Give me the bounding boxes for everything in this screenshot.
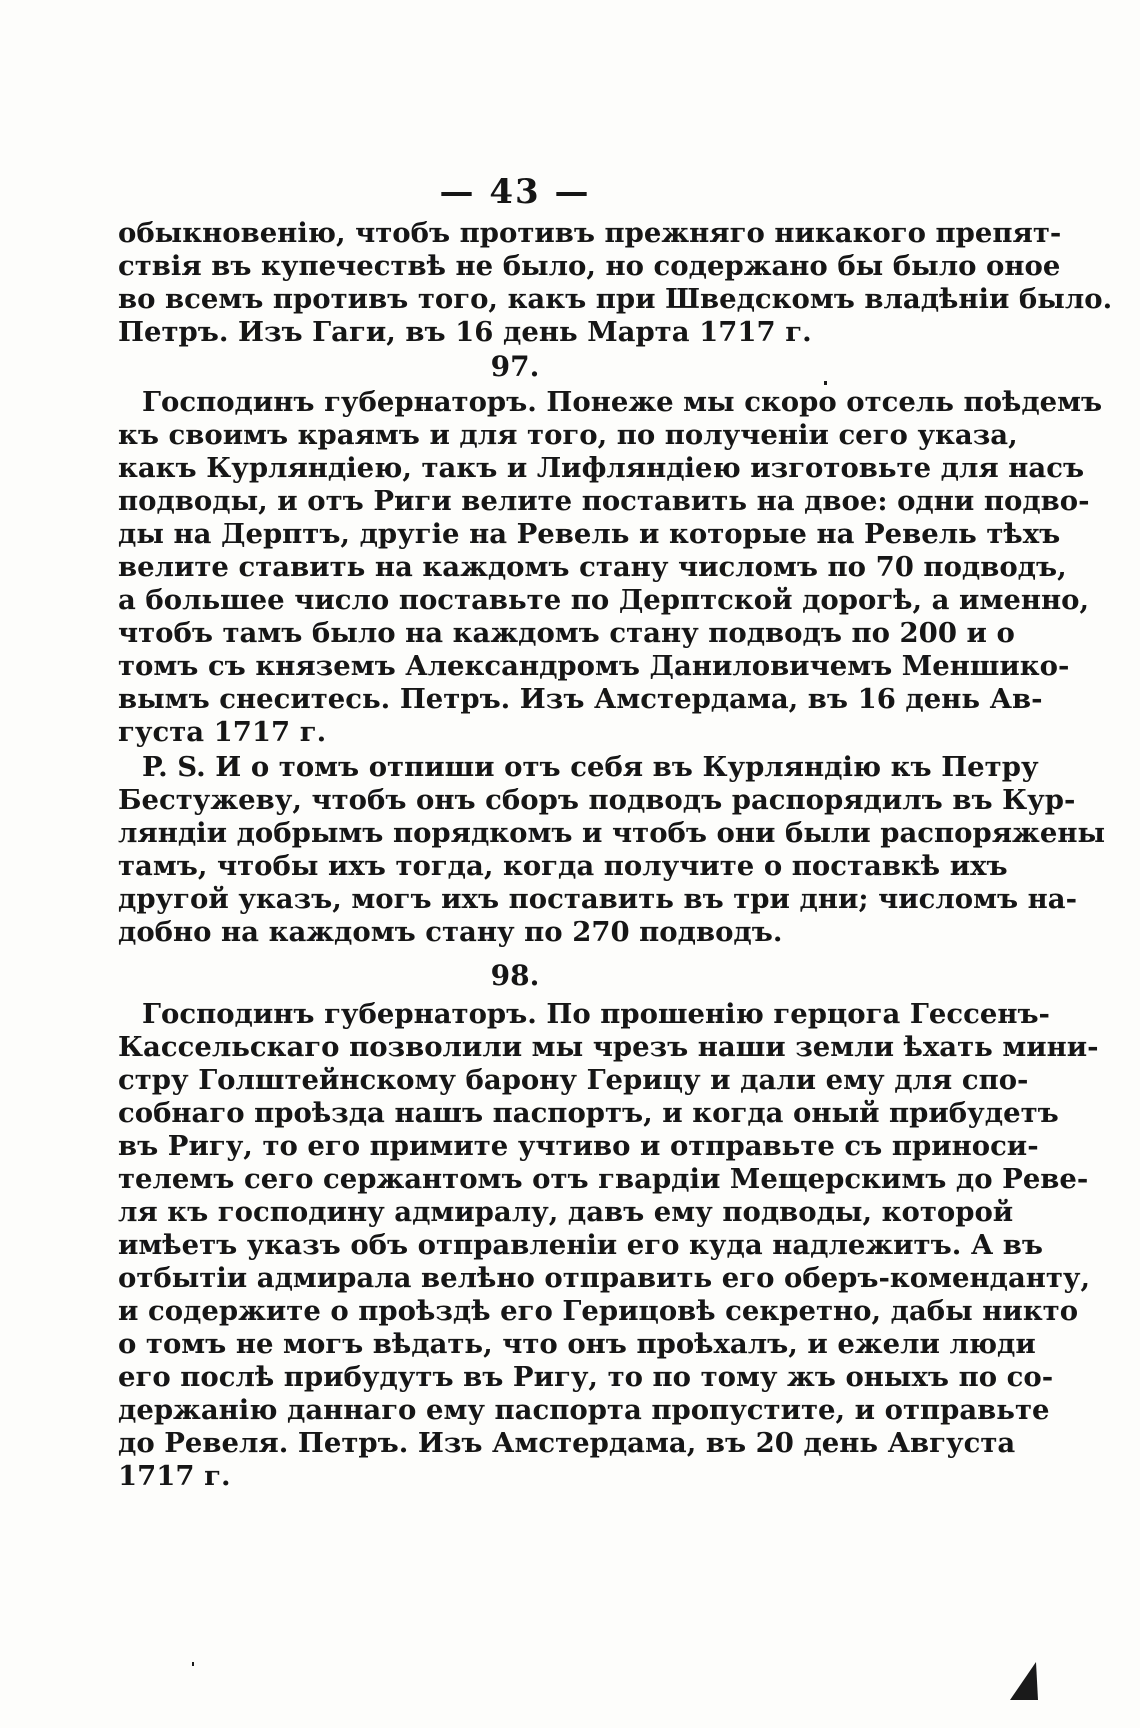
text-line: Кассельскаго позволили мы чрезъ наши земли ѣхать мини- [118, 1031, 1099, 1063]
text-line: велите ставить на каждомъ стану числомъ по 70 подводъ, [118, 551, 1067, 583]
text-line: Бестужеву, чтобъ онъ сборъ подводъ распорядилъ въ Кур- [118, 784, 1076, 816]
text-line: другой указъ, могъ ихъ поставить въ три дни; числомъ на- [118, 883, 1077, 915]
text-line: ды на Дерптъ, другіе на Ревель и которые на Ревель тѣхъ [118, 518, 1061, 550]
text-line: ля къ господину адмиралу, давъ ему подводы, которой [118, 1196, 1014, 1228]
scan-speck [824, 381, 827, 385]
text-line: ляндіи добрымъ порядкомъ и чтобъ они были распоряжены [118, 817, 1106, 849]
text-line: о томъ не могъ вѣдать, что онъ проѣхалъ, и ежели люди [118, 1328, 1036, 1360]
text-line: Петръ. Изъ Гаги, въ 16 день Марта 1717 г. [118, 316, 812, 348]
text-line: тамъ, чтобы ихъ тогда, когда получите о поставкѣ ихъ [118, 850, 1008, 882]
text-line: къ своимъ краямъ и для того, по полученіи сего указа, [118, 419, 1018, 451]
text-line: подводы, и отъ Риги велите поставить на двое: одни подво- [118, 485, 1090, 517]
text-line: ствія въ купечествѣ не было, но содержано бы было оное [118, 250, 1061, 282]
text-line: а большее число поставьте по Дерптской дорогѣ, а именно, [118, 584, 1090, 616]
scan-speck [192, 1662, 194, 1666]
text-line: во всемъ противъ того, какъ при Шведскомъ владѣніи было. [118, 283, 1113, 315]
text-line: густа 1717 г. [118, 716, 327, 748]
text-line: стру Голштейнскому барону Герицу и дали ему для спо- [118, 1064, 1029, 1096]
page-number: — 43 — [439, 172, 591, 212]
text-line: вымъ снеситесь. Петръ. Изъ Амстердама, въ 16 день Ав- [118, 683, 1043, 715]
text-line: 1717 г. [118, 1460, 231, 1492]
text-line: P. S. И о томъ отпиши отъ себя въ Курляндію къ Петру [142, 751, 1039, 783]
text-line: и содержите о проѣздѣ его Герицовѣ секретно, дабы никто [118, 1295, 1079, 1327]
text-line: чтобъ тамъ было на каждомъ стану подводъ по 200 и о [118, 617, 1015, 649]
text-line: Господинъ губернаторъ. По прошенію герцога Гессенъ- [142, 998, 1050, 1030]
text-line: собнаго проѣзда нашъ паспортъ, и когда оный прибудетъ [118, 1097, 1059, 1129]
text-line: имѣетъ указъ объ отправленіи его куда надлежитъ. А въ [118, 1229, 1044, 1261]
text-line: Господинъ губернаторъ. Понеже мы скоро отсель поѣдемъ [142, 386, 1103, 418]
section-heading-97: 97. [490, 350, 540, 383]
text-line: до Ревеля. Петръ. Изъ Амстердама, въ 20 день Августа [118, 1427, 1016, 1459]
text-line: какъ Курляндіею, такъ и Лифляндіею изготовьте для насъ [118, 452, 1085, 484]
text-line: обыкновенію, чтобъ противъ прежняго никакого препят- [118, 217, 1062, 249]
text-line: держанію даннаго ему паспорта пропустите, и отправьте [118, 1394, 1050, 1426]
text-line: телемъ сего сержантомъ отъ гвардіи Мещерскимъ до Реве- [118, 1163, 1089, 1195]
section-heading-98: 98. [490, 959, 540, 992]
text-line: отбытіи адмирала велѣно отправить его оберъ-коменданту, [118, 1262, 1091, 1294]
text-line: добно на каждомъ стану по 270 подводъ. [118, 916, 783, 948]
text-line: томъ съ княземъ Александромъ Даниловичемъ Меншико- [118, 650, 1070, 682]
text-line: въ Ригу, то его примите учтиво и отправьте съ приноси- [118, 1130, 1039, 1162]
page-corner-mark [1006, 1658, 1040, 1702]
text-line: его послѣ прибудутъ въ Ригу, то по тому жъ оныхъ по со- [118, 1361, 1054, 1393]
